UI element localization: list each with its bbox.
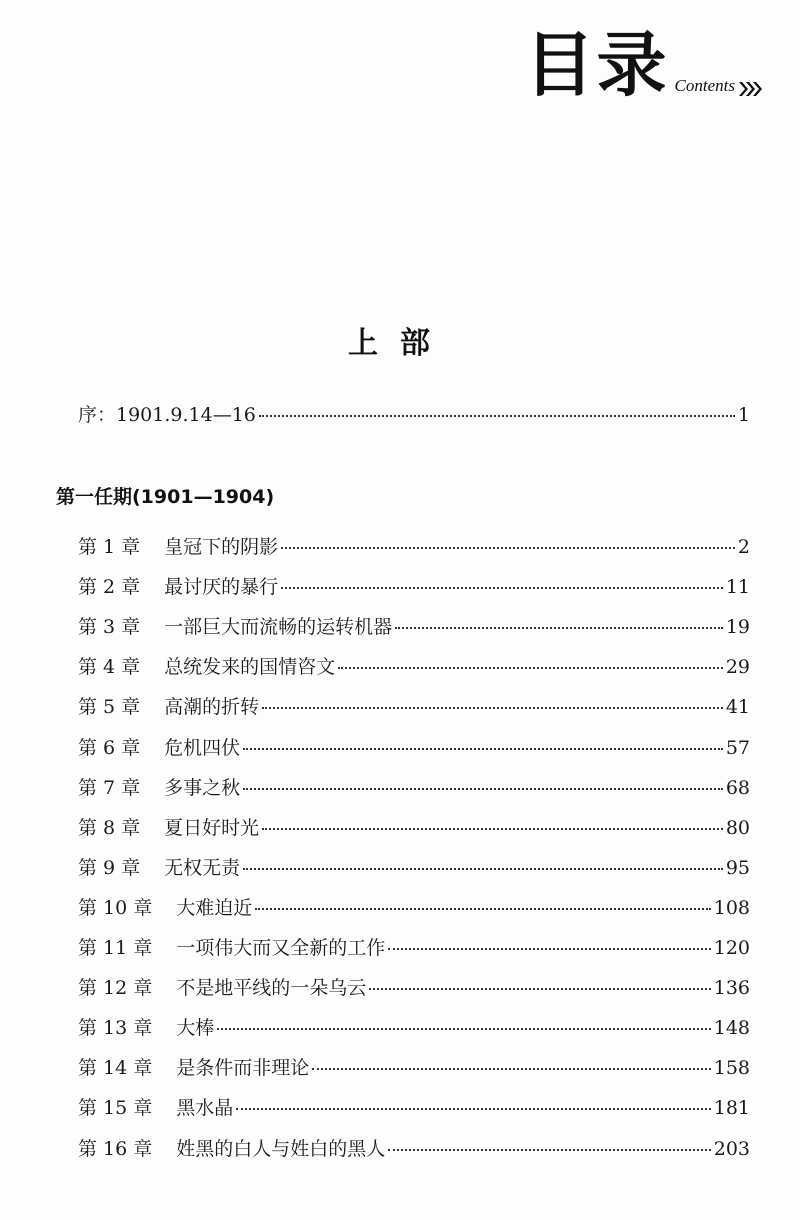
dot-leader xyxy=(243,868,723,870)
toc-entry-chapter[interactable] xyxy=(78,1093,750,1120)
toc-entry-chapter[interactable] xyxy=(78,813,750,840)
chapter-number: 第 13 章 xyxy=(78,1017,153,1040)
dot-leader xyxy=(243,788,723,790)
dot-leader xyxy=(395,627,723,629)
toc-subtitle: Contents xyxy=(674,76,735,95)
page-number: 136 xyxy=(713,977,750,1000)
chapter-title: 大棒 xyxy=(176,1017,215,1040)
toc-entry-chapter[interactable] xyxy=(78,773,750,800)
chapter-title: 不是地平线的一朵乌云 xyxy=(176,977,367,1000)
dot-leader xyxy=(369,988,710,990)
chapter-number: 第 10 章 xyxy=(78,896,153,919)
dot-leader xyxy=(281,587,723,589)
chapter-number: 第 6 章 xyxy=(78,736,141,759)
toc-entry-chapter[interactable] xyxy=(78,1134,750,1161)
page-number: 41 xyxy=(725,696,750,719)
toc-title: 目录 xyxy=(524,24,669,106)
part-title: 上部 xyxy=(348,326,452,361)
preface-label: 序：1901.9.14—16 xyxy=(78,404,256,426)
toc-entry-chapter[interactable] xyxy=(78,692,750,719)
chapter-number: 第 3 章 xyxy=(78,616,141,639)
page-number: 19 xyxy=(725,616,750,639)
chapter-number: 第 11 章 xyxy=(78,937,153,959)
toc-entry-chapter[interactable] xyxy=(78,933,750,960)
dot-leader xyxy=(259,415,735,417)
page-number: 1 xyxy=(737,404,750,426)
chapter-number: 第 12 章 xyxy=(78,977,153,1000)
page-number: 80 xyxy=(725,816,750,839)
page-number: 120 xyxy=(713,937,750,959)
toc-entry-chapter[interactable] xyxy=(78,853,750,880)
chapter-title: 最讨厌的暴行 xyxy=(164,576,279,599)
page-number: 158 xyxy=(713,1057,750,1080)
chapter-title: 姓黑的白人与姓白的黑人 xyxy=(176,1137,386,1160)
toc-entry-chapter[interactable] xyxy=(78,973,750,1000)
chapter-number: 第 14 章 xyxy=(78,1057,153,1080)
toc-entry-preface[interactable] xyxy=(78,400,750,427)
page-number: 57 xyxy=(725,736,750,759)
dot-leader xyxy=(217,1028,710,1030)
toc-entry-chapter[interactable] xyxy=(78,612,750,639)
page-number: 95 xyxy=(725,856,750,879)
page-header xyxy=(524,24,762,106)
chapter-number: 第 7 章 xyxy=(78,776,141,799)
toc-entry-chapter[interactable] xyxy=(78,572,750,599)
chapter-title: 危机四伏 xyxy=(164,736,241,759)
dot-leader xyxy=(255,908,710,910)
chapter-number: 第 4 章 xyxy=(78,656,141,679)
toc-entry-chapter[interactable] xyxy=(78,532,750,559)
toc-entry-chapter[interactable] xyxy=(78,1013,750,1040)
toc-entry-chapter[interactable] xyxy=(78,893,750,920)
chapter-title: 大难迫近 xyxy=(176,896,253,919)
dot-leader xyxy=(262,828,723,830)
chapter-title: 黑水晶 xyxy=(176,1097,234,1120)
page-number: 181 xyxy=(713,1097,750,1120)
chapter-number: 第 16 章 xyxy=(78,1137,153,1160)
dot-leader xyxy=(312,1068,710,1070)
toc-entry-chapter[interactable] xyxy=(78,652,750,679)
chapter-title: 皇冠下的阴影 xyxy=(164,536,279,558)
toc-entry-chapter[interactable] xyxy=(78,1053,750,1080)
chapter-number: 第 5 章 xyxy=(78,696,141,719)
chevron-right-icon xyxy=(738,81,762,97)
chapter-number: 第 2 章 xyxy=(78,576,141,599)
chapter-number: 第 1 章 xyxy=(78,536,141,558)
dot-leader xyxy=(388,1149,710,1151)
page-number: 108 xyxy=(713,896,750,919)
chapter-title: 一项伟大而又全新的工作 xyxy=(176,937,386,959)
dot-leader xyxy=(338,667,723,669)
chapter-number: 第 8 章 xyxy=(78,816,141,839)
page-number: 2 xyxy=(737,536,750,558)
page-number: 203 xyxy=(713,1137,750,1160)
chapter-title: 一部巨大而流畅的运转机器 xyxy=(164,616,393,639)
page-number: 68 xyxy=(725,776,750,799)
dot-leader xyxy=(243,748,723,750)
page-number: 29 xyxy=(725,656,750,679)
toc-entry-chapter[interactable] xyxy=(78,733,750,760)
dot-leader xyxy=(388,948,710,950)
chapter-number: 第 9 章 xyxy=(78,856,141,879)
chapter-title: 高潮的折转 xyxy=(164,696,260,719)
chapter-title: 无权无责 xyxy=(164,856,241,879)
page-number: 148 xyxy=(713,1017,750,1040)
chapter-title: 总统发来的国情咨文 xyxy=(164,656,336,679)
dot-leader xyxy=(262,707,723,709)
dot-leader xyxy=(281,547,735,549)
chapter-title: 多事之秋 xyxy=(164,776,241,799)
term-heading: 第一任期(1901—1904) xyxy=(56,486,275,508)
dot-leader xyxy=(236,1108,710,1110)
chapter-title: 是条件而非理论 xyxy=(176,1057,310,1080)
chapter-title: 夏日好时光 xyxy=(164,816,260,839)
chapter-number: 第 15 章 xyxy=(78,1097,153,1120)
page-number: 11 xyxy=(725,576,750,599)
